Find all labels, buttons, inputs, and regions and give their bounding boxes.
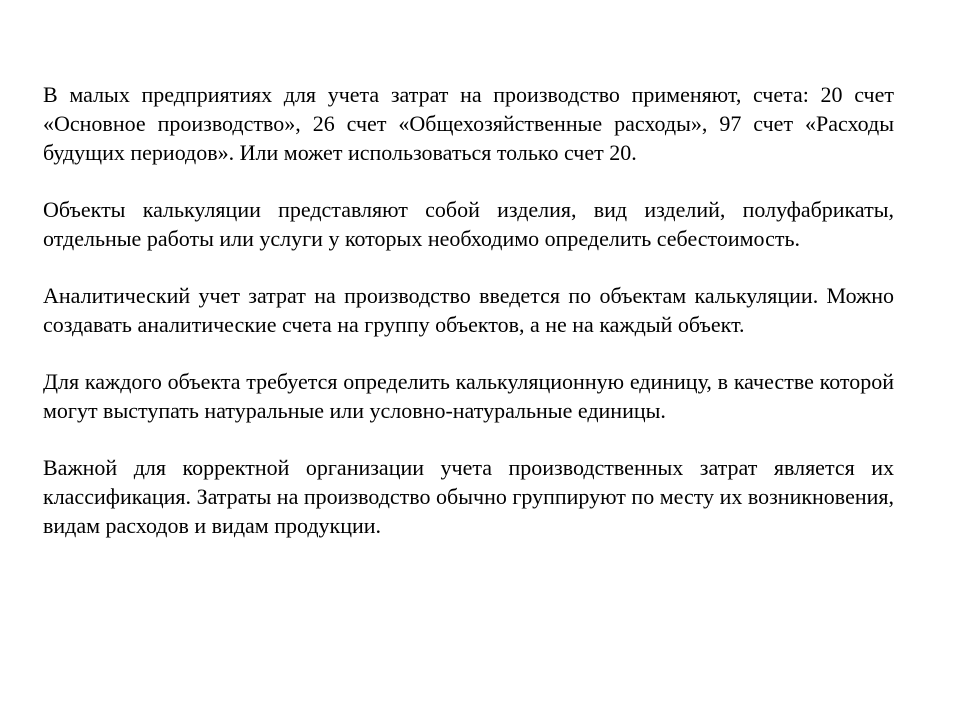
paragraph-analytical-accounting: Аналитический учет затрат на производство введется по объектам калькуляции. Можно создавать аналитические счета на группу объектов, а не на каждый объект. bbox=[43, 283, 894, 337]
paragraph-costing-objects: Объекты калькуляции представляют собой изделия, вид изделий, полуфабрикаты, отдельные работы или услуги у которых необходимо определить себестоимость. bbox=[43, 197, 894, 251]
paragraph-accounts: В малых предприятиях для учета затрат на производство применяют, счета: 20 счет «Основное производство», 26 счет «Общехозяйственные расходы», 97 счет «Расходы будущих периодов». Или может использоваться только счет 20. bbox=[43, 82, 894, 165]
paragraph-cost-classification: Важной для корректной организации учета производственных затрат является их классификация. Затраты на производство обычно группируют по месту их возникновения, видам расходов и видам продукции. bbox=[43, 455, 894, 538]
paragraph-costing-unit: Для каждого объекта требуется определить калькуляционную единицу, в качестве которой могут выступать натуральные или условно-натуральные единицы. bbox=[43, 369, 894, 423]
slide-text-body bbox=[43, 80, 894, 568]
